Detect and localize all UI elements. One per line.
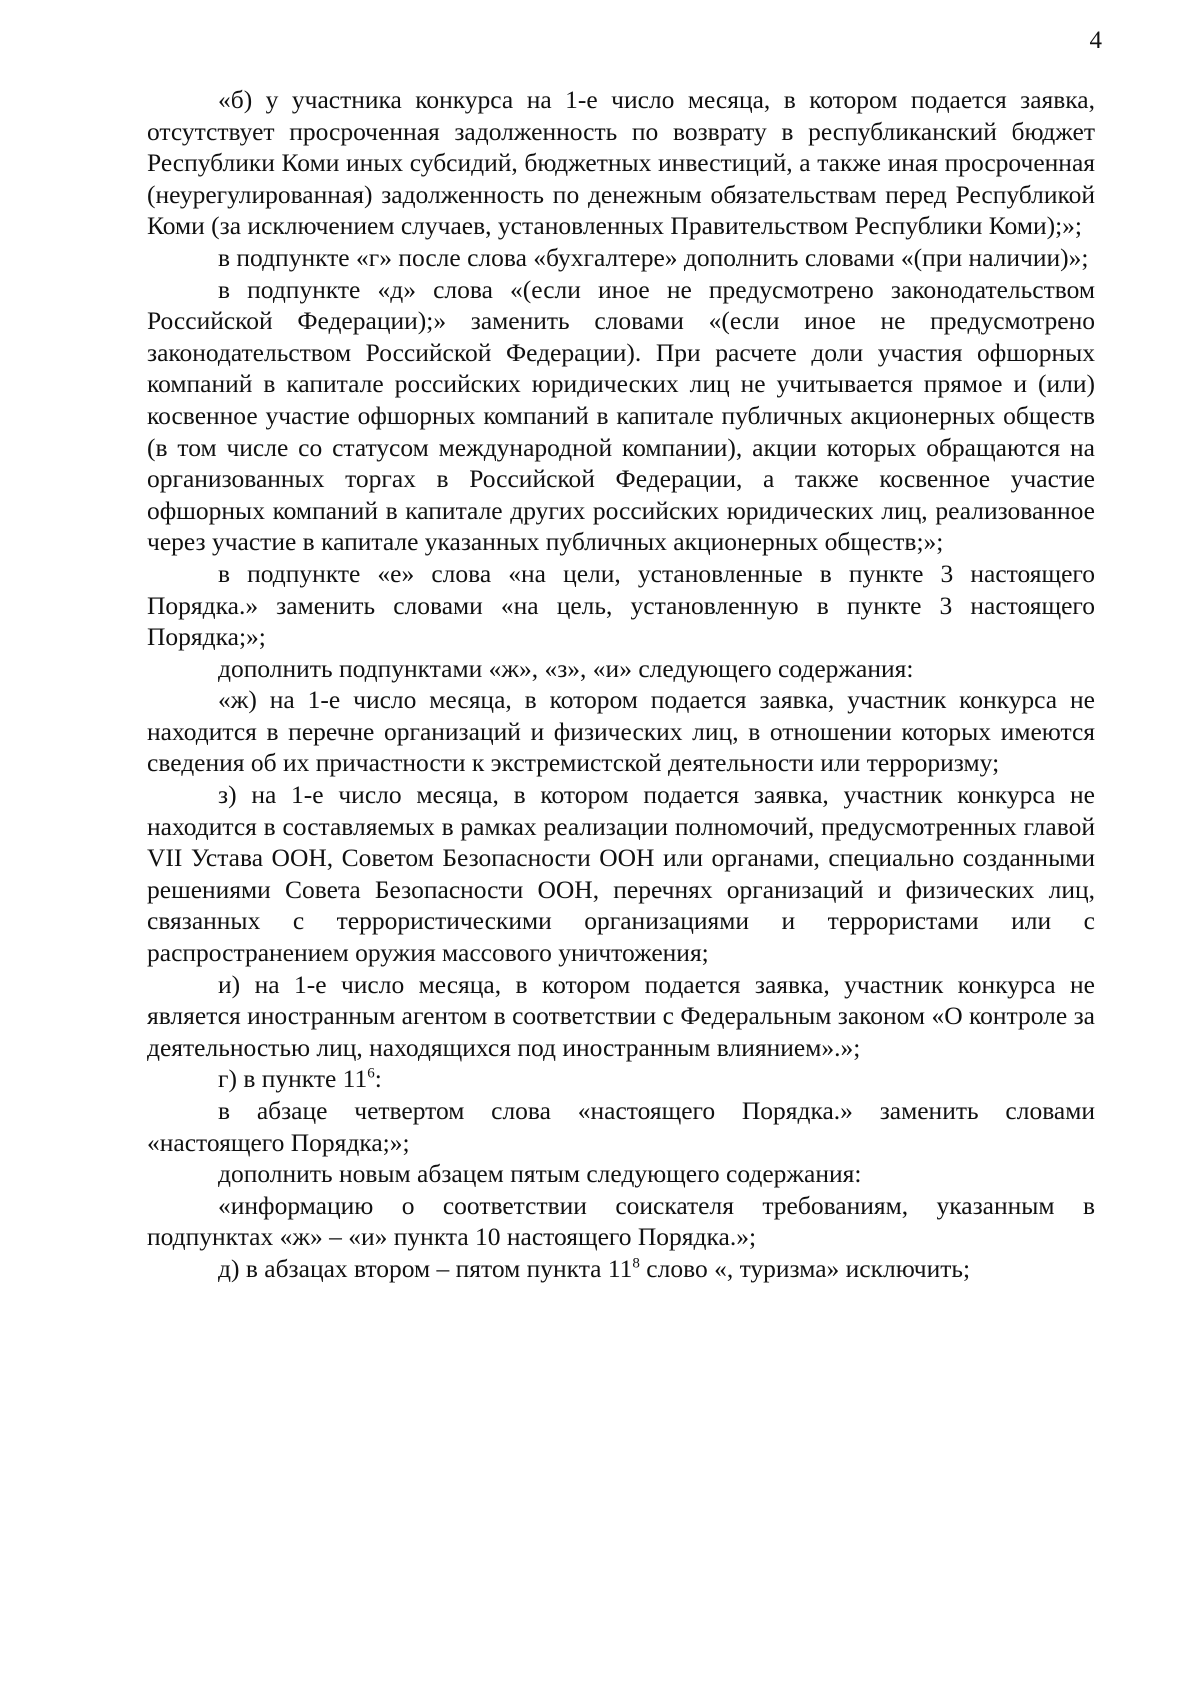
paragraph-add-subpoints: дополнить подпунктами «ж», «з», «и» следующего содержания: (218, 653, 914, 683)
paragraph-point-g-text: г) в пункте 11 (218, 1064, 368, 1094)
document-body (147, 84, 1095, 1285)
paragraph-add-fifth-abzac: дополнить новым абзацем пятым следующего содержания: (218, 1159, 862, 1189)
paragraph-point-d-text: д) в абзацах втором – пятом пункта 11 (218, 1253, 633, 1283)
paragraph-fourth-abzac-amendment: в абзаце четвертом слова «настоящего Порядка.» заменить словами «настоящего Порядка;»; (147, 1096, 1095, 1157)
paragraph-point-d-tail: слово «, туризма» исключить; (639, 1253, 971, 1283)
paragraph-subpoint-g-amendment: в подпункте «г» после слова «бухгалтере» дополнить словами «(при наличии)»; (218, 242, 1089, 272)
paragraph-subpoint-zh: «ж) на 1-е число месяца, в котором подается заявка, участник конкурса не находится в перечне организаций и физических лиц, в отношении которых имеются сведения об их причастности к экстремистской деятельности или терроризму; (147, 685, 1095, 778)
superscript-8: 8 (632, 1255, 640, 1272)
paragraph-subpoint-e-amendment: в подпункте «е» слова «на цели, установленные в пункте 3 настоящего Порядка.» заменить словами «на цель, установленную в пункте 3 настоящего Порядка;»; (147, 558, 1095, 652)
superscript-6: 6 (367, 1065, 375, 1082)
paragraph-subpoint-z: з) на 1-е число месяца, в котором подается заявка, участник конкурса не находится в составляемых в рамках реализации полномочий, предусмотренных главой VII Устава ООН, Советом Безопасности ООН или органами, специально созданными решениями Совета Безопасности ООН, перечнях организаций и физических лиц, связанных с террористическими организациями и террористами или с распространением оружия массового уничтожения; (147, 780, 1095, 968)
paragraph-information-requirements: «информацию о соответствии соискателя требованиям, указанным в подпунктах «ж» – «и» пункта 10 настоящего Порядка.»; (147, 1190, 1095, 1252)
paragraph-point-d (147, 1253, 1095, 1285)
paragraph-point-g-tail: : (374, 1064, 382, 1094)
paragraph-point-g (147, 1063, 1095, 1095)
page-number: 4 (1089, 27, 1102, 54)
paragraph-subpoint-d-amendment: в подпункте «д» слова «(если иное не предусмотрено законодательством Российской Федерации);» заменить словами «(если иное не предусмотрено законодательством Российской Федерации). При расчете доли участия офшорных компаний в капитале российских юридических лиц не учитывается прямое и (или) косвенное участие офшорных компаний в капитале публичных акционерных обществ (в том числе со статусом международной компании), акции которых обращаются на организованных торгах в Российской Федерации, а также косвенное участие офшорных компаний в капитале других российских юридических лиц, реализованное через участие в капитале указанных публичных акционерных обществ;»; (147, 274, 1095, 557)
paragraph-subpoint-b: «б) у участника конкурса на 1-е число месяца, в котором подается заявка, отсутствует просроченная задолженность по возврату в республиканский бюджет Республики Коми иных субсидий, бюджетных инвестиций, а также иная просроченная (неурегулированная) задолженность по денежным обязательствам перед Республикой Коми (за исключением случаев, установленных Правительством Республики Коми);»; (147, 85, 1095, 241)
paragraph-subpoint-i: и) на 1-е число месяца, в котором подается заявка, участник конкурса не является иностранным агентом в соответствии с Федеральным законом «О контроле за деятельностью лиц, находящихся под иностранным влиянием».»; (147, 969, 1095, 1062)
